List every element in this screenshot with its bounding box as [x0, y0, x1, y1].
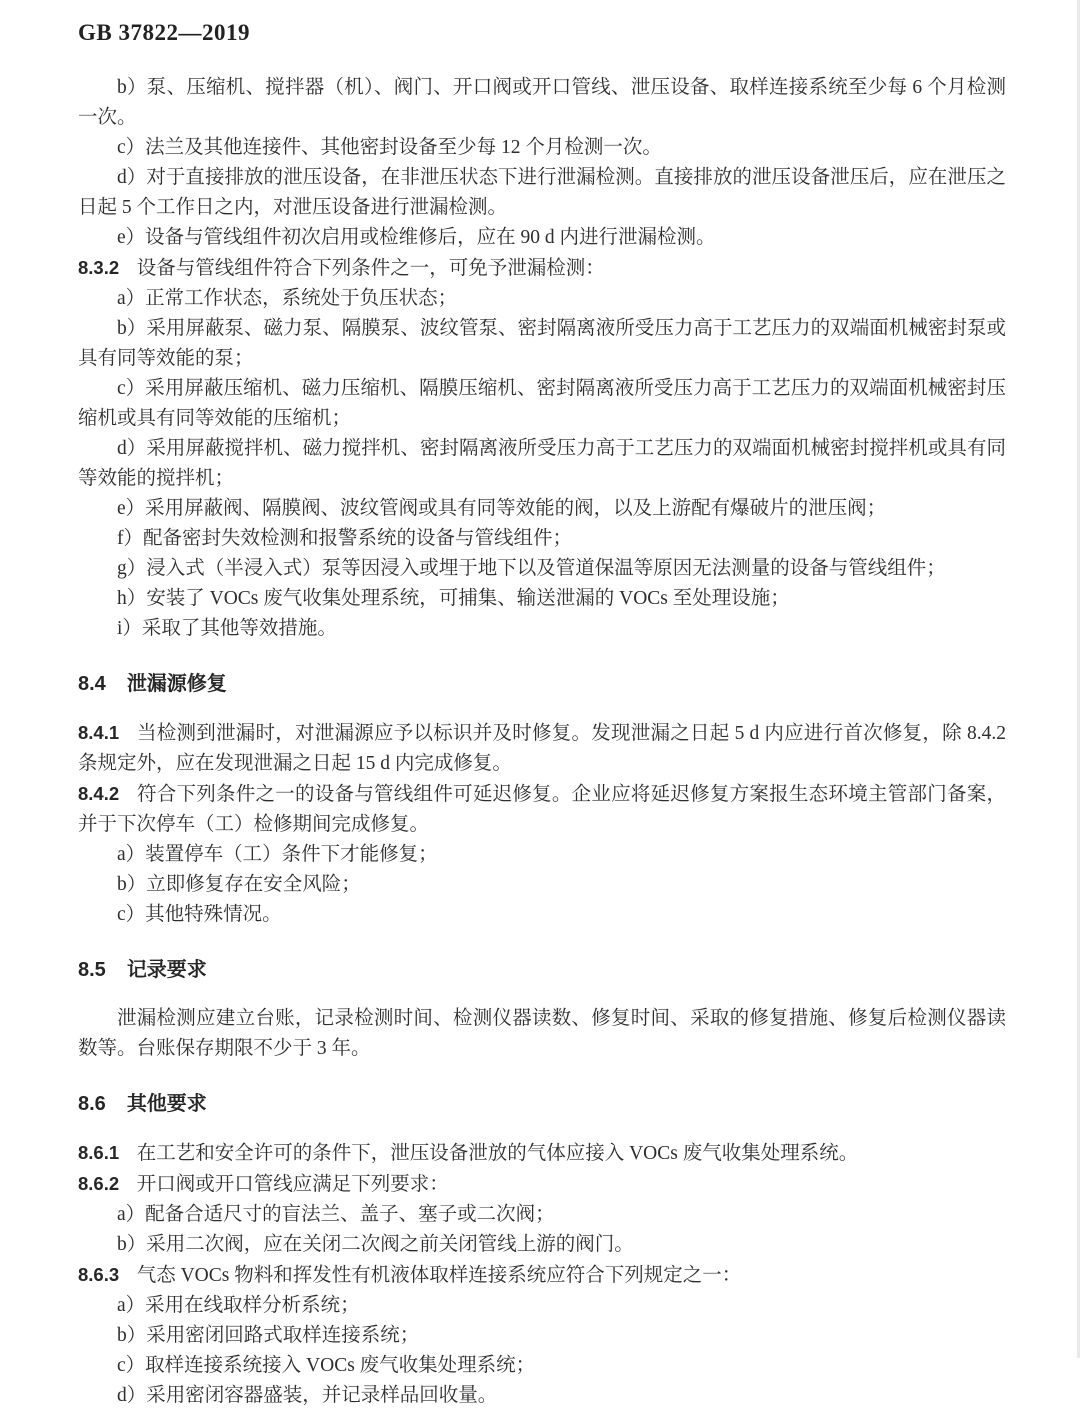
clause-number: 8.4.2	[78, 783, 120, 804]
list-item: c）法兰及其他连接件、其他密封设备至少每 12 个月检测一次。	[117, 137, 662, 158]
clause	[78, 1260, 1006, 1291]
list-item: a）采用在线取样分析系统；	[117, 1295, 360, 1316]
clause-text: 在工艺和安全许可的条件下，泄压设备泄放的气体应接入 VOCs 废气收集处理系统。	[136, 1143, 859, 1164]
clause-text: 符合下列条件之一的设备与管线组件可延迟修复。企业应将延迟修复方案报生态环境主管部门备案，并于下次停车（工）检修期间完成修复。	[78, 784, 1006, 835]
list-item: c）采用屏蔽压缩机、磁力压缩机、隔膜压缩机、密封隔离液所受压力高于工艺压力的双端面机械密封压缩机或具有同等效能的压缩机；	[78, 378, 1006, 429]
clause-text: 设备与管线组件符合下列条件之一，可免予泄漏检测：	[136, 258, 605, 279]
list-item: b）采用密闭回路式取样连接系统；	[117, 1325, 420, 1346]
list-item: b）采用二次阀，应在关闭二次阀之前关闭管线上游的阀门。	[117, 1234, 634, 1255]
list-item: a）正常工作状态，系统处于负压状态；	[117, 288, 458, 309]
list-item: e）设备与管线组件初次启用或检维修后，应在 90 d 内进行泄漏检测。	[117, 227, 716, 248]
section-title: 记录要求	[126, 959, 207, 981]
list-item: d）对于直接排放的泄压设备，在非泄压状态下进行泄漏检测。直接排放的泄压设备泄压后，应在泄压之日起 5 个工作日之内，对泄压设备进行泄漏检测。	[78, 167, 1006, 218]
list-item: d）采用密闭容器盛装，并记录样品回收量。	[117, 1385, 498, 1406]
section-title: 泄漏源修复	[126, 673, 227, 695]
clause-number: 8.3.2	[78, 257, 120, 278]
section-title: 其他要求	[126, 1093, 207, 1115]
list-item: a）配备合适尺寸的盲法兰、盖子、塞子或二次阀；	[117, 1204, 555, 1225]
clause	[78, 1138, 1006, 1169]
section-heading	[78, 1089, 1006, 1119]
list-item: b）采用屏蔽泵、磁力泵、隔膜泵、波纹管泵、密封隔离液所受压力高于工艺压力的双端面机械密封泵或具有同等效能的泵；	[78, 318, 1006, 369]
list-item: i）采取了其他等效措施。	[117, 618, 337, 639]
list-item: a）装置停车（工）条件下才能修复；	[117, 844, 438, 865]
section-heading	[78, 955, 1006, 985]
clause-number: 8.6.3	[78, 1264, 120, 1285]
list-item: c）取样连接系统接入 VOCs 废气收集处理系统；	[117, 1355, 536, 1376]
clause	[78, 253, 1006, 284]
document-body	[78, 73, 1006, 1411]
section-number: 8.6	[78, 1093, 106, 1115]
list-item: b）泵、压缩机、搅拌器（机）、阀门、开口阀或开口管线、泄压设备、取样连接系统至少每 6 个月检测一次。	[78, 77, 1006, 128]
clause-number: 8.6.2	[78, 1173, 120, 1194]
list-item: c）其他特殊情况。	[117, 904, 282, 925]
clause	[78, 779, 1006, 840]
paragraph: 泄漏检测应建立台账，记录检测时间、检测仪器读数、修复时间、采取的修复措施、修复后检测仪器读数等。台账保存期限不少于 3 年。	[78, 1008, 1006, 1059]
clause-number: 8.4.1	[78, 722, 120, 743]
clause	[78, 718, 1006, 779]
list-item: f）配备密封失效检测和报警系统的设备与管线组件；	[117, 528, 572, 549]
list-item: g）浸入式（半浸入式）泵等因浸入或埋于地下以及管道保温等原因无法测量的设备与管线组件；	[117, 558, 946, 579]
clause-number: 8.6.1	[78, 1142, 120, 1163]
list-item: h）安装了 VOCs 废气收集处理系统，可捕集、输送泄漏的 VOCs 至处理设施；	[117, 588, 790, 609]
list-item: d）采用屏蔽搅拌机、磁力搅拌机、密封隔离液所受压力高于工艺压力的双端面机械密封搅拌机或具有同等效能的搅拌机；	[78, 438, 1006, 489]
section-number: 8.4	[78, 673, 106, 695]
standard-number-header: GB 37822—2019	[78, 20, 250, 45]
clause-text: 当检测到泄漏时，对泄漏源应予以标识并及时修复。发现泄漏之日起 5 d 内应进行首次修复，除 8.4.2 条规定外，应在发现泄漏之日起 15 d 内完成修复。	[78, 723, 1006, 774]
clause	[78, 1169, 1006, 1200]
section-number: 8.5	[78, 959, 106, 981]
clause-text: 开口阀或开口管线应满足下列要求：	[136, 1174, 449, 1195]
list-item: e）采用屏蔽阀、隔膜阀、波纹管阀或具有同等效能的阀，以及上游配有爆破片的泄压阀；	[117, 498, 887, 519]
clause-text: 气态 VOCs 物料和挥发性有机液体取样连接系统应符合下列规定之一：	[136, 1265, 742, 1286]
section-heading	[78, 669, 1006, 699]
list-item: b）立即修复存在安全风险；	[117, 874, 361, 895]
